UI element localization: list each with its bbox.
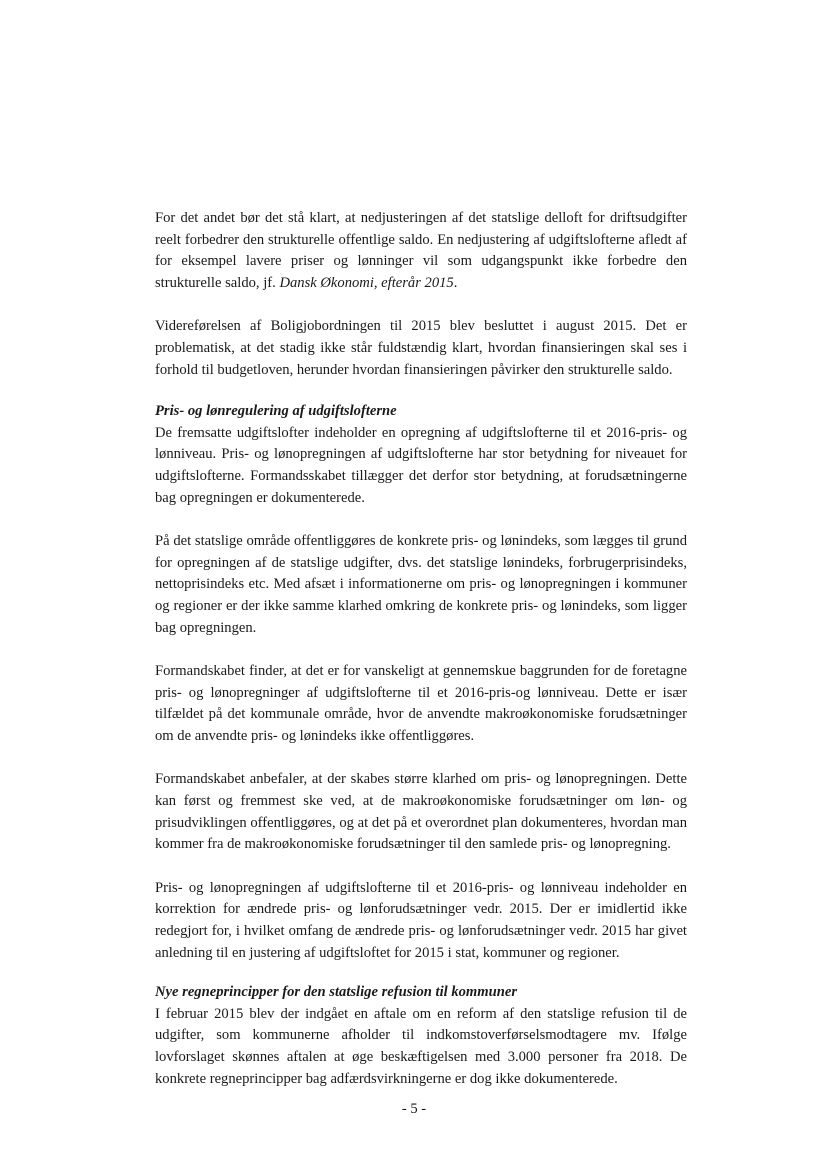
section-heading-regneprincipper: Nye regneprincipper for den statslige refusion til kommuner	[155, 984, 518, 1001]
citation: Dansk Økonomi, efterår 2015	[279, 274, 454, 291]
paragraph-text: For det andet bør det stå klart, at nedjusteringen af det statslige delloft for driftsudgifter reelt forbedrer den strukturelle offentlige saldo. En nedjustering af udgiftslofterne afledt af for eksempel lavere priser og lønninger vil som udgangspunkt ikke forbedre den strukturelle saldo, jf.	[155, 210, 687, 291]
document-body	[155, 208, 687, 1090]
paragraph-statslige-omraade: På det statslige område offentliggøres de konkrete pris- og lønindeks, som lægges til grund for opregningen af de statslige udgifter, dvs. det statslige lønindeks, forbrugerprisindeks, nettoprisindeks etc. Med afsæt i informationerne om pris- og lønopregningen i kommuner og regioner er der ikke samme klarhed omkring de konkrete pris- og lønindeks, som ligger bag opregningen.	[155, 533, 687, 636]
paragraph-opregning: De fremsatte udgiftslofter indeholder en opregning af udgiftslofterne til et 2016-pris- og lønniveau. Pris- og lønopregningen af udgiftslofterne har stor betydning for niveauet for udgiftslofterne. Formandsskabet tillægger det derfor stor betydning, at forudsætningerne bag opregningen er dokumenterede.	[155, 424, 687, 506]
section-heading-pris-loenregulering: Pris- og lønregulering af udgiftslofterne	[155, 403, 397, 420]
paragraph-refusion: I februar 2015 blev der indgået en aftale om en reform af den statslige refusion til de udgifter, som kommunerne afholder til indkomstoverførselsmodtagere mv. Ifølge lovforslaget skønnes aftalen at øge beskæftigelsen med 3.000 personer fra 2018. De konkrete regneprincipper bag adfærdsvirkningerne er dog ikke dokumenterede.	[155, 1005, 687, 1087]
paragraph-anbefaler: Formandskabet anbefaler, at der skabes større klarhed om pris- og lønopregningen. Dette kan først og fremmest ske ved, at de makroøkonomiske forudsætninger om løn- og prisudviklingen offentliggøres, og at det på et overordnet plan dokumenteres, hvordan man kommer fra de makroøkonomiske forudsætninger til den samlede pris- og lønopregning.	[155, 771, 687, 853]
paragraph-end: .	[453, 274, 458, 291]
paragraph-strukturel-saldo	[155, 208, 687, 294]
paragraph-boligjobordningen: Videreførelsen af Boligjobordningen til 2015 blev besluttet i august 2015. Det er problematisk, at det stadig ikke står fuldstændig klart, hvordan finansieringen skal ses i forhold til budgetloven, herunder hvordan finansieringen påvirker den strukturelle saldo.	[155, 318, 687, 378]
paragraph-vanskeligt: Formandskabet finder, at det er for vanskeligt at gennemskue baggrunden for de foretagne pris- og lønopregninger af udgiftslofterne til et 2016-pris-og lønniveau. Dette er især tilfældet på det kommunale område, hvor de anvendte makroøkonomiske forudsætninger om de anvendte pris- og lønindeks ikke offentliggøres.	[155, 663, 687, 744]
page-number: - 5 -	[401, 1101, 427, 1117]
paragraph-korrektion: Pris- og lønopregningen af udgiftslofterne til et 2016-pris- og lønniveau indeholder en korrektion for ændrede pris- og lønforudsætninger vedr. 2015. Der er imidlertid ikke redegjort for, i hvilket omfang de ændrede pris- og lønforudsætninger vedr. 2015 har givet anledning til en justering af udgiftsloftet for 2015 i stat, kommuner og regioner.	[155, 879, 687, 961]
